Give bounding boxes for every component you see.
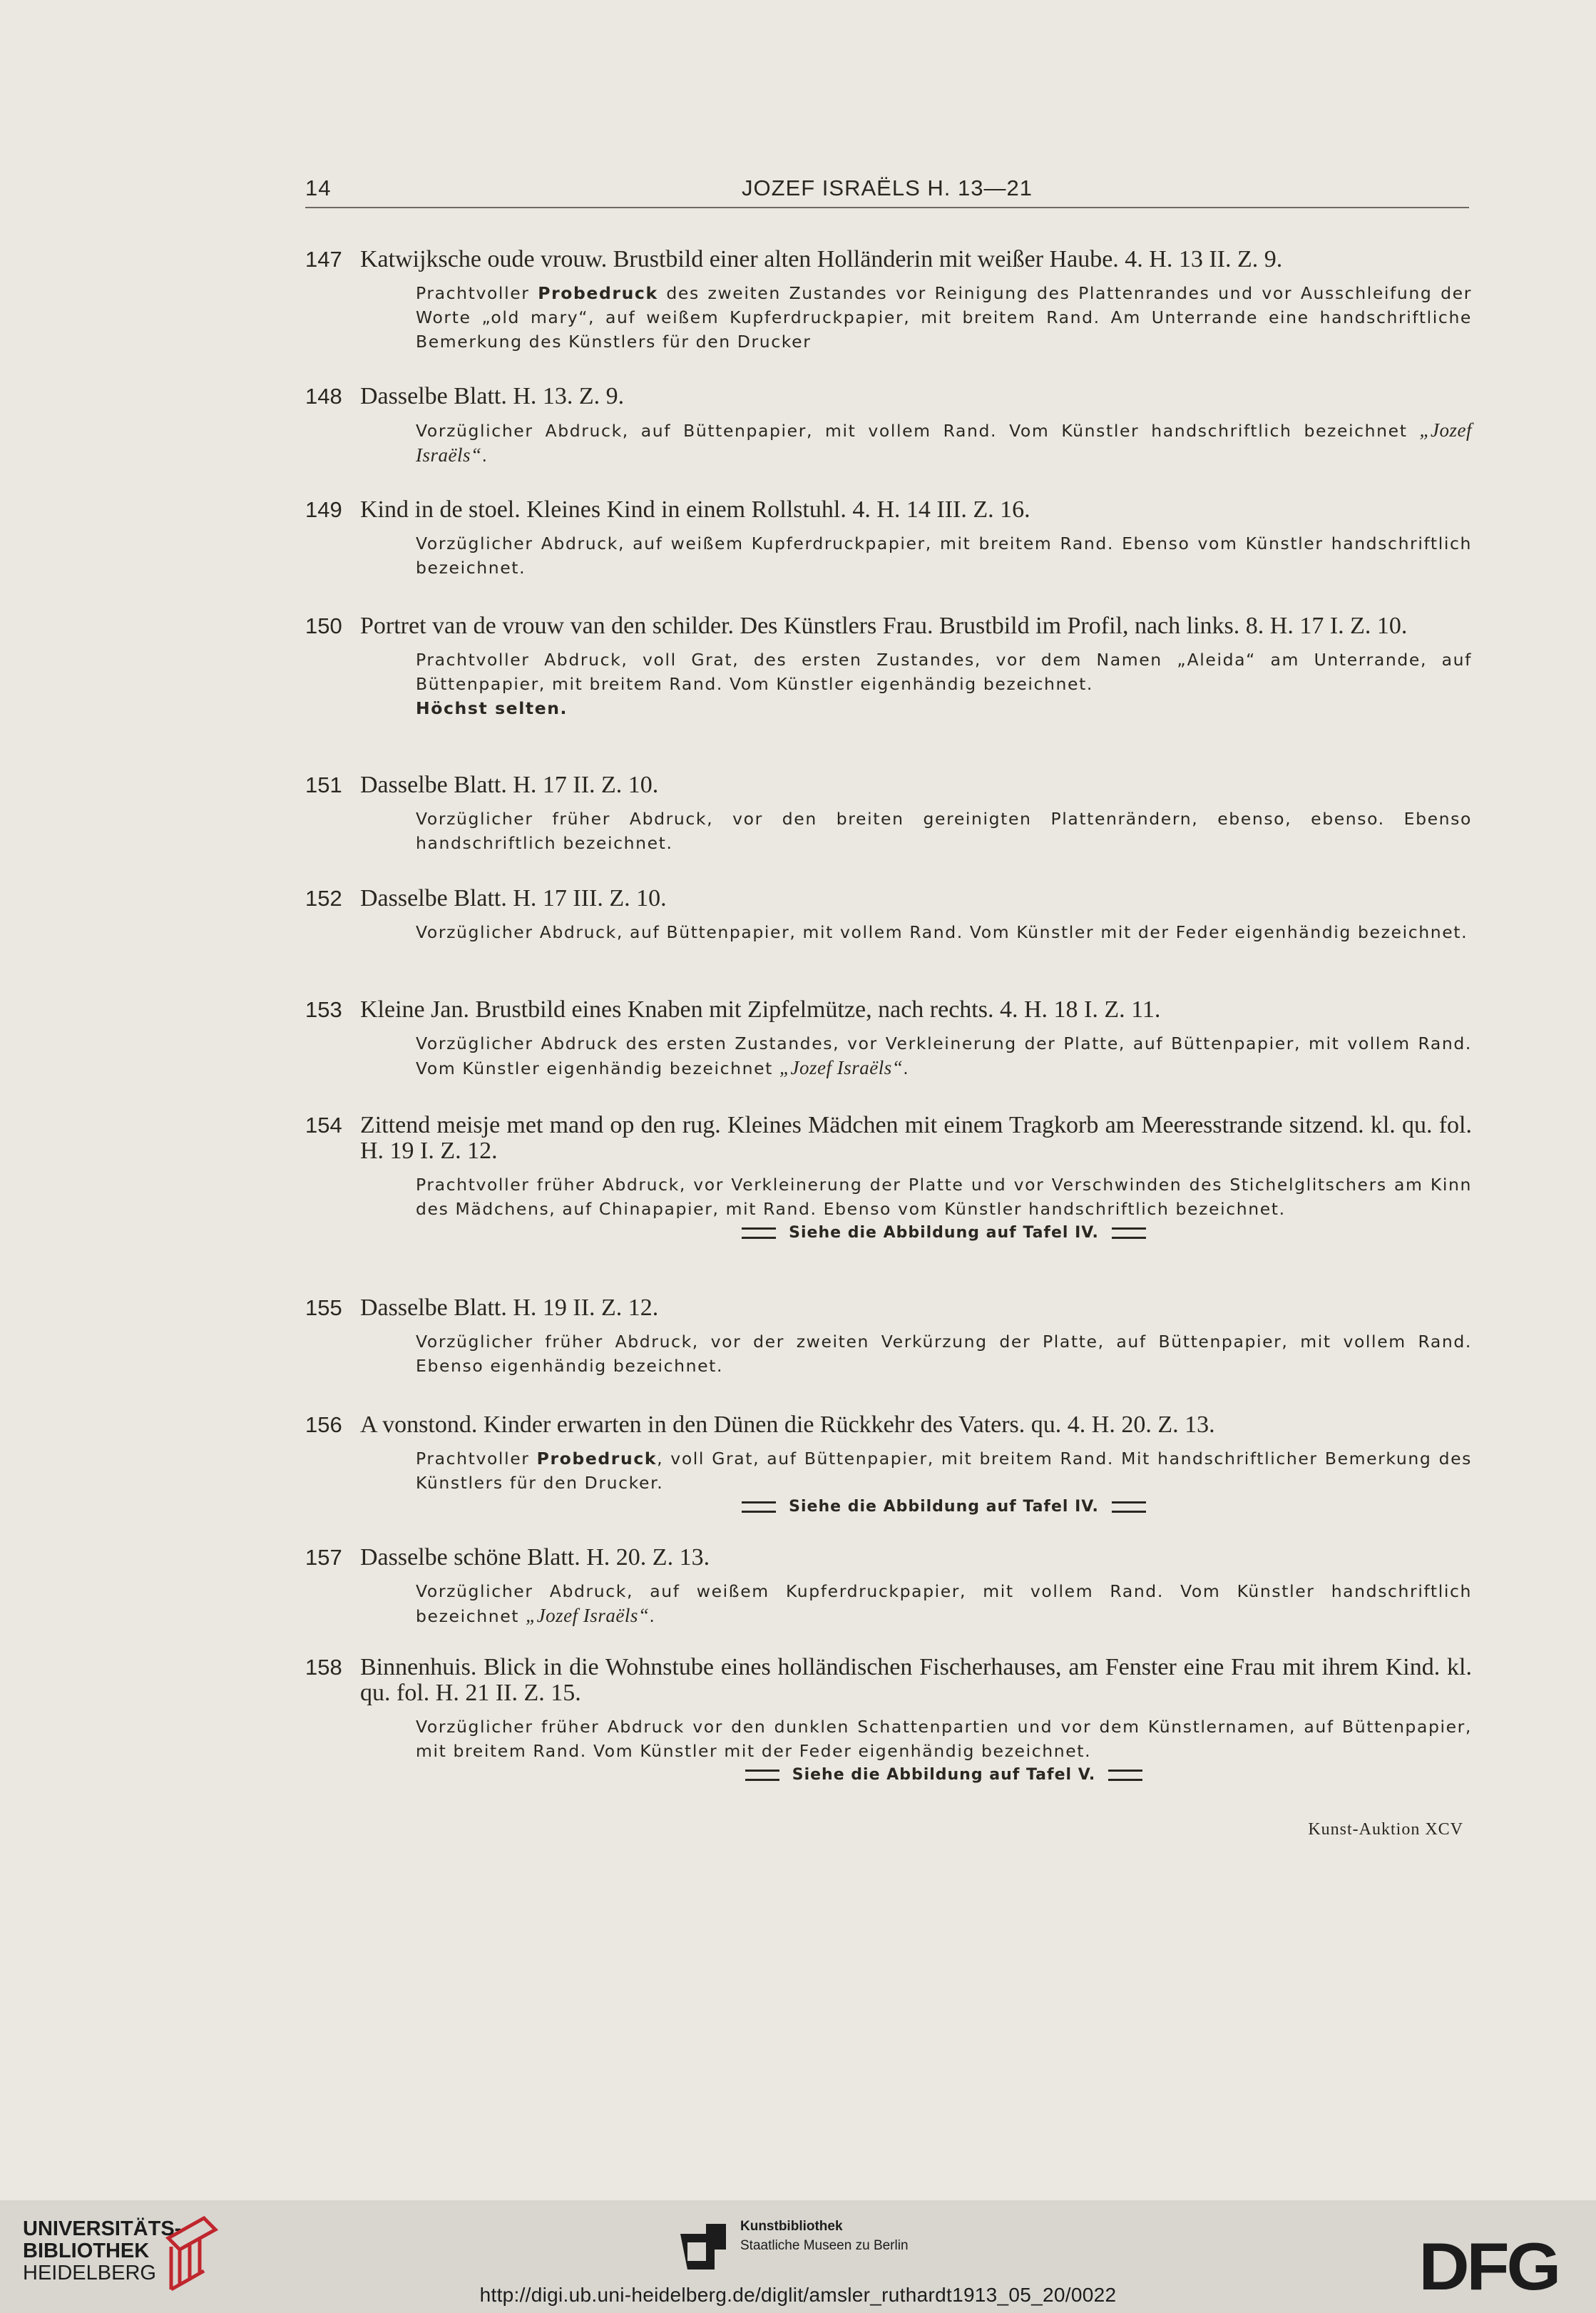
lot-number: 157	[305, 1545, 342, 1570]
lot-title: Kind in de stoel. Kleines Kind in einem Rollstuhl. 4. H. 14 III. Z. 16.	[360, 496, 1030, 523]
lot-title: Dasselbe Blatt. H. 19 II. Z. 12.	[360, 1295, 659, 1321]
lot-number: 148	[305, 384, 342, 409]
lot-title: Dasselbe Blatt. H. 17 II. Z. 10.	[360, 772, 659, 798]
running-title: JOZEF ISRAËLS H. 13—21	[742, 175, 1033, 200]
lot-description: Vorzüglicher früher Abdruck, vor der zweiten Verkürzung der Platte, auf Büttenpapier, mit vollem Rand. Ebenso eigenhändig bezeichnet.	[416, 1332, 1472, 1376]
lot-title: Kleine Jan. Brustbild eines Knaben mit Zipfelmütze, nach rechts. 4. H. 18 I. Z. 11.	[360, 996, 1161, 1023]
lot-number: 151	[305, 772, 342, 797]
lot-description: Vorzüglicher früher Abdruck, vor den breiten gereinigten Plattenrändern, ebenso, ebenso. Ebenso handschriftlich bezeichnet.	[416, 809, 1472, 853]
lot-number: 152	[305, 886, 342, 911]
lot-entry	[305, 772, 1472, 855]
lot-description: Prachtvoller früher Abdruck, vor Verkleinerung der Platte und vor Verschwinden des Stichelglitschers am Kinn des Mädchens, auf Chinapapier, mit Rand. Ebenso vom Künstler handschriftlich bezeichnet.	[416, 1175, 1472, 1219]
lot-number: 147	[305, 247, 342, 272]
dfg-logo[interactable]: DFG	[1418, 2229, 1559, 2304]
lot-description: Prachtvoller Probedruck des zweiten Zustandes vor Reinigung des Plattenrandes und vor Ausschleifung der Worte „old mary“, auf weißem Kupferdruckpapier, mit breitem Rand. Am Unterrande eine handschriftliche Bemerkung des Künstlers für den Drucker	[416, 283, 1472, 352]
university-library-icon	[161, 2210, 221, 2295]
lot-number: 149	[305, 497, 342, 522]
lot-description: Prachtvoller Abdruck, voll Grat, des ersten Zustandes, vor dem Namen „Aleida“ am Unterrande, auf Büttenpapier, mit breitem Rand. Vom Künstler eigenhändig bezeichnet. Höchst selten.	[416, 650, 1472, 718]
lot-title: Zittend meisje met mand op den rug. Kleines Mädchen mit einem Tragkorb am Meeresstrande sitzend. kl. qu. fol. H. 19 I. Z. 12.	[360, 1112, 1472, 1164]
lot-description: Vorzüglicher früher Abdruck vor den dunklen Schattenpartien und vor dem Künstlernamen, auf Büttenpapier, mit breitem Rand. Vom Künstler mit der Feder eigenhändig bezeichnet.	[416, 1717, 1472, 1761]
lot-entry	[305, 1295, 1472, 1378]
lot-entry	[305, 1412, 1472, 1516]
lot-title: A vonstond. Kinder erwarten in den Dünen die Rückkehr des Vaters. qu. 4. H. 20. Z. 13.	[360, 1411, 1215, 1438]
lot-entry	[305, 613, 1472, 720]
lot-entry	[305, 1545, 1472, 1628]
kunstbibliothek-icon	[677, 2221, 729, 2272]
rarity-note: Höchst selten.	[416, 698, 568, 718]
source-url[interactable]: http://digi.ub.uni-heidelberg.de/diglit/amsler_ruthardt1913_05_20/0022	[479, 2284, 1117, 2306]
lot-number: 153	[305, 997, 342, 1022]
lot-title: Portret van de vrouw van den schilder. Des Künstlers Frau. Brustbild im Profil, nach links. 8. H. 17 I. Z. 10.	[360, 613, 1408, 639]
lot-title: Dasselbe schöne Blatt. H. 20. Z. 13.	[360, 1544, 710, 1571]
lot-number: 150	[305, 613, 342, 638]
lot-title: Katwijksche oude vrouw. Brustbild einer alten Holländerin mit weißer Haube. 4. H. 13 II. Z. 9.	[360, 246, 1283, 272]
plate-reference: Siehe die Abbildung auf Tafel V.	[416, 1766, 1472, 1784]
lot-entry	[305, 997, 1472, 1081]
lot-title: Dasselbe Blatt. H. 13. Z. 9.	[360, 383, 625, 409]
university-library-logo[interactable]: UNIVERSITÄTS- BIBLIOTHEK HEIDELBERG	[23, 2217, 182, 2284]
lot-description: Vorzüglicher Abdruck, auf Büttenpapier, mit vollem Rand. Vom Künstler mit der Feder eigenhändig bezeichnet.	[416, 922, 1468, 942]
lot-title: Binnenhuis. Blick in die Wohnstube eines holländischen Fischerhauses, am Fenster eine Frau mit ihrem Kind. kl. qu. fol. H. 21 II. Z. 15.	[360, 1654, 1472, 1706]
plate-reference: Siehe die Abbildung auf Tafel IV.	[416, 1498, 1472, 1516]
lot-number: 154	[305, 1113, 342, 1138]
lot-title: Dasselbe Blatt. H. 17 III. Z. 10.	[360, 885, 667, 912]
lot-description: Vorzüglicher Abdruck, auf Büttenpapier, mit vollem Rand. Vom Künstler handschriftlich bezeichnet „Jozef Israëls“.	[416, 419, 1472, 466]
lot-entry	[305, 1113, 1472, 1242]
lot-entry	[305, 1655, 1472, 1784]
lot-description: Vorzüglicher Abdruck, auf weißem Kupferdruckpapier, mit vollem Rand. Vom Künstler handschriftlich bezeichnet „Jozef Israëls“.	[416, 1581, 1472, 1626]
lot-number: 158	[305, 1655, 342, 1680]
lot-entry	[305, 384, 1472, 468]
lot-description: Prachtvoller Probedruck, voll Grat, auf Büttenpapier, mit breitem Rand. Mit handschriftlicher Bemerkung des Künstlers für den Drucker.	[416, 1449, 1472, 1493]
lot-entry	[305, 886, 1472, 944]
kunstbibliothek-logo-text[interactable]: Kunstbibliothek Staatliche Museen zu Berlin	[740, 2219, 909, 2253]
page-number: 14	[305, 175, 332, 200]
catalog-signature: Kunst-Auktion XCV	[1308, 1820, 1463, 1839]
lot-description: Vorzüglicher Abdruck des ersten Zustandes, vor Verkleinerung der Platte, auf Büttenpapier, mit vollem Rand. Vom Künstler eigenhändig bezeichnet „Jozef Israëls“.	[416, 1033, 1472, 1078]
lot-number: 155	[305, 1295, 342, 1320]
lot-entry	[305, 497, 1472, 580]
lot-entry	[305, 247, 1472, 354]
lot-description: Vorzüglicher Abdruck, auf weißem Kupferdruckpapier, mit breitem Rand. Ebenso vom Künstler handschriftlich bezeichnet.	[416, 533, 1472, 578]
lot-number: 156	[305, 1412, 342, 1437]
page-header	[305, 173, 1469, 208]
plate-reference: Siehe die Abbildung auf Tafel IV.	[416, 1224, 1472, 1242]
